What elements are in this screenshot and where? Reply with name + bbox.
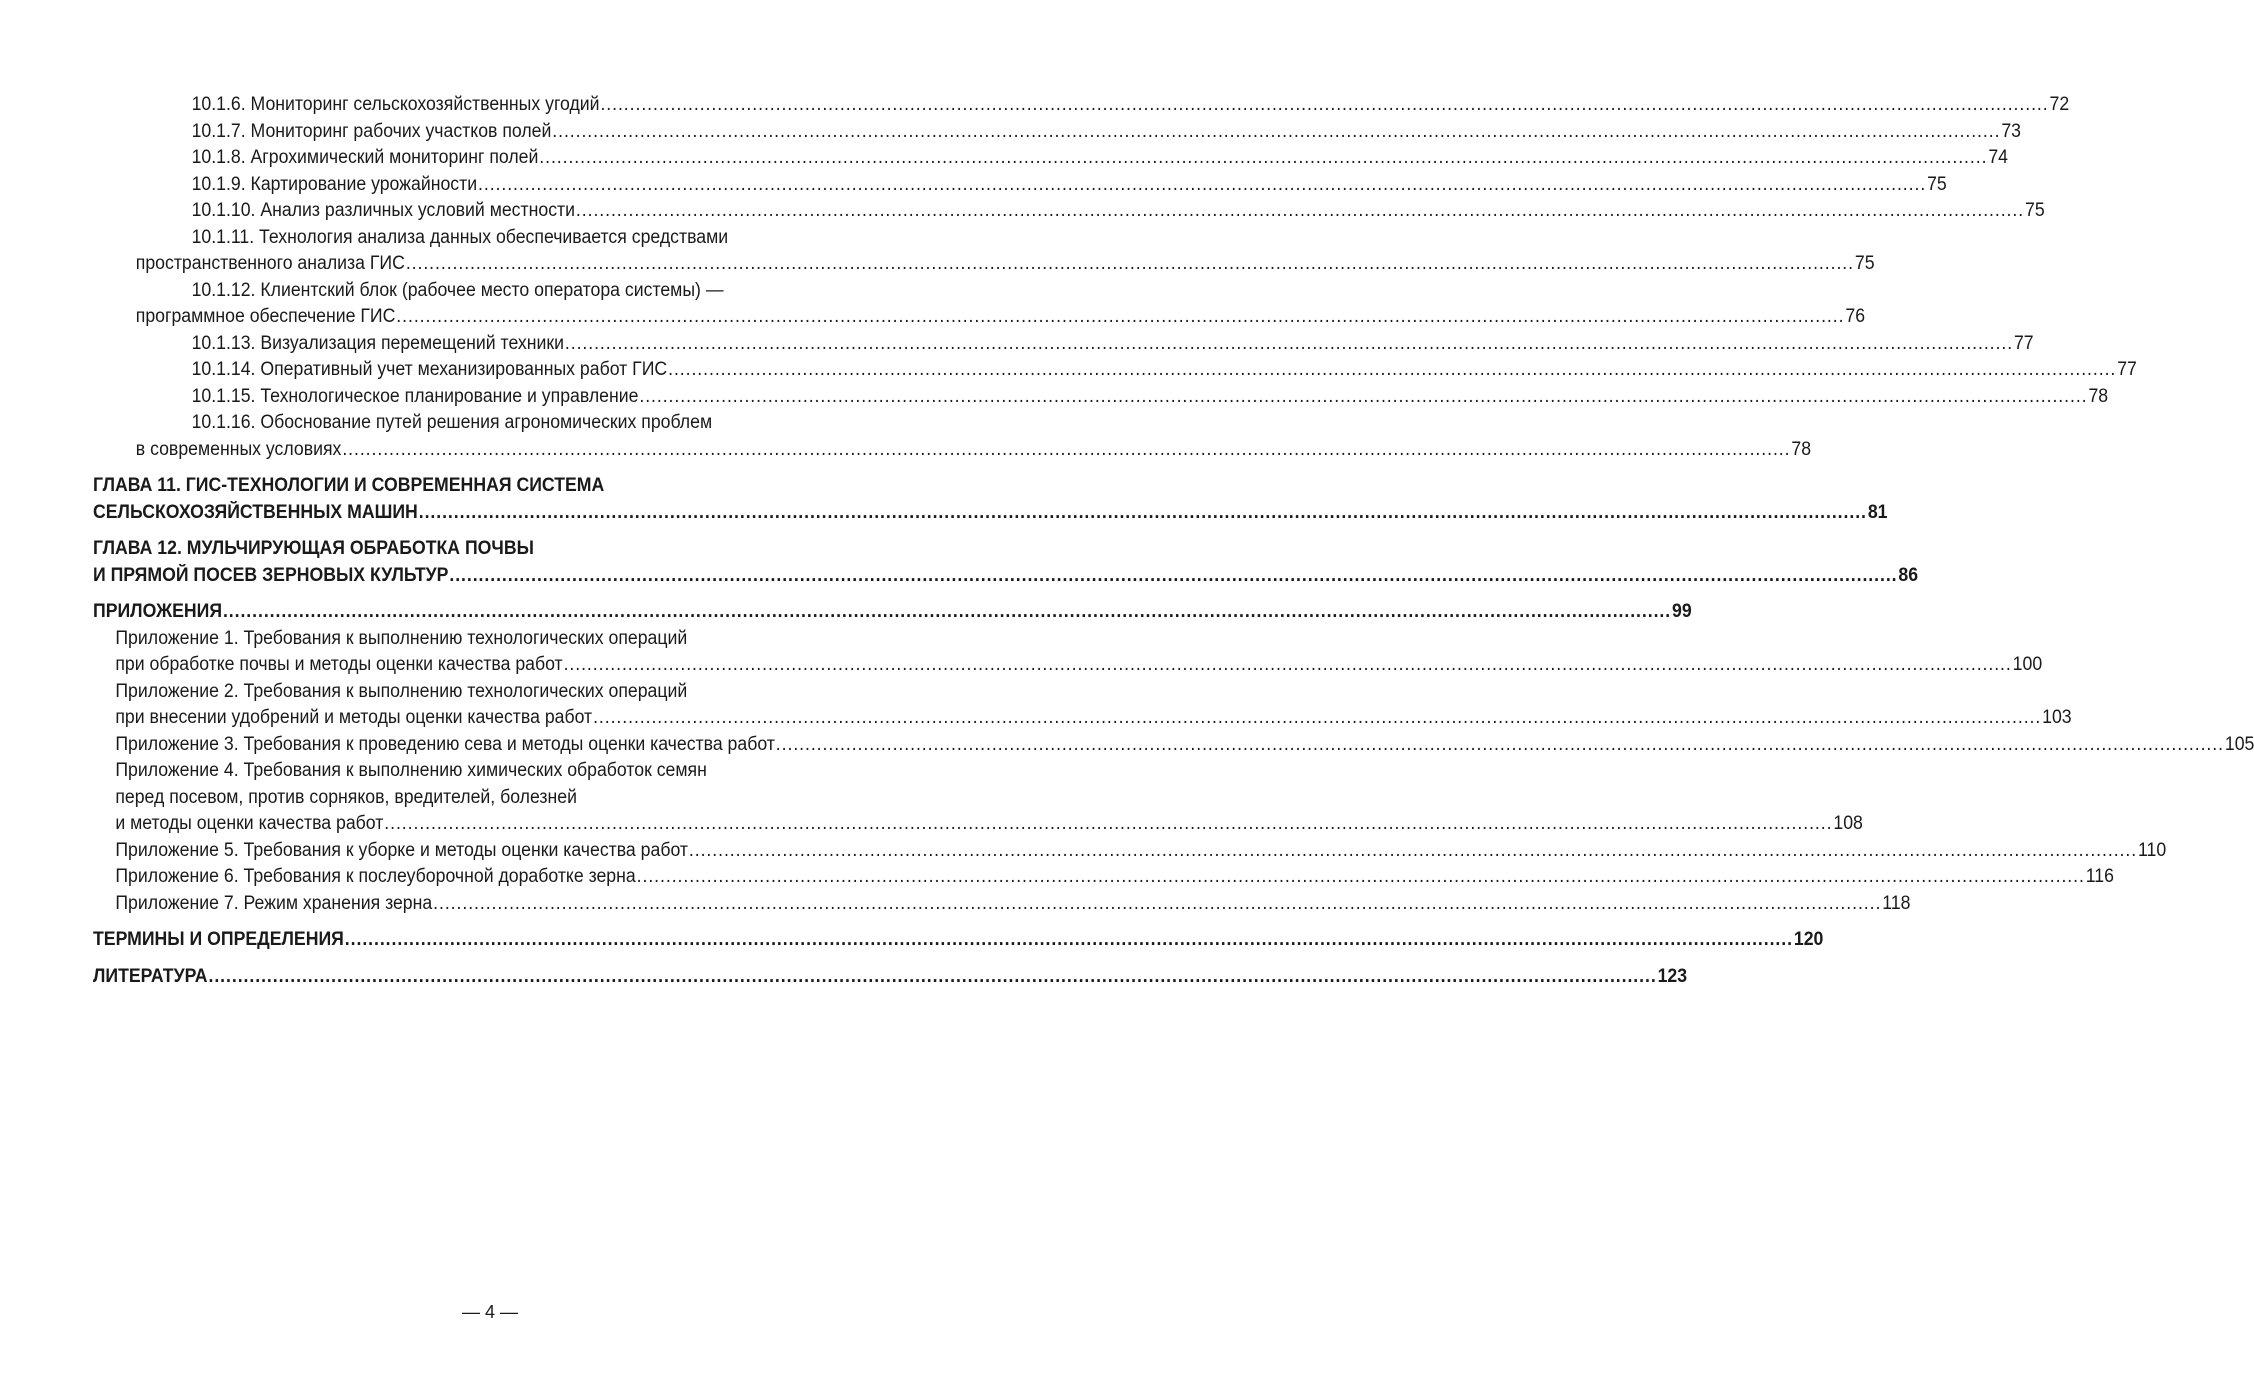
appendix-page: 103 — [2042, 707, 2072, 728]
appendix-title: Приложение 6. Требования к послеуборочной доработке зерна — [115, 866, 636, 887]
appendices-page: 99 — [1672, 601, 1692, 622]
toc-appendix-7[interactable] — [93, 891, 1911, 918]
chapter-title-line2: СЕЛЬСКОХОЗЯЙСТВЕННЫХ МАШИН — [93, 501, 418, 523]
dot-leader — [776, 732, 2224, 759]
toc-entry-title-line1: 10.1.12. Клиентский блок (рабочее место оператора системы) — — [191, 279, 724, 301]
dot-leader — [342, 437, 1790, 464]
dot-leader — [564, 652, 2012, 679]
toc-entry-10-1-16[interactable] — [93, 410, 1812, 463]
appendix-title-line2: при внесении удобрений и методы оценки качества работ — [115, 707, 593, 728]
toc-literature[interactable] — [93, 964, 1688, 991]
toc-entry-title-line2: пространственного анализа ГИС — [135, 253, 405, 274]
chapter-page: 81 — [1867, 501, 1888, 523]
dot-leader — [209, 964, 1657, 991]
toc-entry-10-1-7[interactable] — [93, 119, 2022, 146]
toc-entry-page: 76 — [1845, 306, 1866, 327]
dot-leader — [406, 251, 1854, 278]
toc-entry-title-line2: программное обеспечение ГИС — [135, 306, 396, 327]
appendix-title-line1: Приложение 1. Требования к выполнению технологических операций — [115, 627, 688, 649]
chapter-page: 86 — [1898, 564, 1919, 586]
toc-entry-page: 77 — [2013, 332, 2034, 354]
appendix-page: 110 — [2137, 839, 2167, 861]
appendix-page: 118 — [1882, 892, 1911, 914]
toc-appendix-1[interactable] — [93, 626, 2043, 679]
toc-entry-page: 72 — [2049, 94, 2070, 115]
toc-entry-page: 77 — [2117, 359, 2137, 380]
toc-entry-title: 10.1.9. Картирование урожайности — [191, 173, 478, 195]
appendix-title-line1: Приложение 4. Требования к выполнению химических обработок семян — [115, 760, 707, 781]
dot-leader — [668, 357, 2116, 384]
dot-leader — [539, 145, 1987, 172]
page-number: — 4 — — [461, 1302, 518, 1322]
dot-leader — [478, 172, 1926, 199]
dot-leader — [637, 864, 2085, 891]
toc-entry-title: 10.1.14. Оперативный учет механизированных работ ГИС — [191, 359, 668, 380]
toc-appendix-5[interactable] — [93, 838, 2167, 865]
dot-leader — [552, 119, 2000, 146]
terms-title: ТЕРМИНЫ И ОПРЕДЕЛЕНИЯ — [93, 929, 344, 950]
chapter-title-line1: ГЛАВА 11. ГИС-ТЕХНОЛОГИИ И СОВРЕМЕННАЯ СИСТЕМА — [93, 475, 605, 496]
toc-appendix-4[interactable] — [93, 758, 1863, 838]
toc-entry-title-line1: 10.1.16. Обоснование путей решения агрономических проблем — [191, 412, 713, 433]
toc-chapter-12[interactable] — [93, 536, 1919, 589]
toc-entry-page: 75 — [1927, 173, 1947, 195]
dot-leader — [576, 198, 2024, 225]
toc-entry-page: 78 — [1791, 438, 1812, 460]
appendix-title-line3: и методы оценки качества работ — [115, 813, 384, 834]
dot-leader — [600, 92, 2048, 119]
toc-entry-10-1-11[interactable] — [93, 225, 1875, 278]
appendix-title-line2: перед посевом, против сорняков, вредителей, болезней — [115, 786, 577, 808]
dot-leader — [419, 500, 1867, 527]
appendix-page: 100 — [2012, 654, 2043, 675]
appendix-title: Приложение 7. Режим хранения зерна — [115, 892, 433, 914]
toc-entry-page: 74 — [1988, 147, 2009, 168]
dot-leader — [396, 304, 1844, 331]
literature-title: ЛИТЕРАТУРА — [93, 965, 208, 987]
toc-terms[interactable] — [93, 927, 1824, 954]
toc-entry-title: 10.1.15. Технологическое планирование и управление — [191, 385, 639, 407]
toc-entry-page: 78 — [2088, 385, 2109, 407]
dot-leader — [223, 599, 1671, 626]
dot-leader — [593, 705, 2041, 732]
chapter-title-line2: И ПРЯМОЙ ПОСЕВ ЗЕРНОВЫХ КУЛЬТУР — [93, 564, 449, 586]
toc-appendices[interactable] — [93, 599, 1692, 626]
dot-leader — [639, 384, 2087, 411]
dot-leader — [449, 563, 1897, 590]
toc-entry-title-line2: в современных условиях — [135, 438, 342, 460]
toc-entry-page: 75 — [2025, 200, 2045, 221]
dot-leader — [689, 838, 2137, 865]
appendix-title: Приложение 5. Требования к уборке и методы оценки качества работ — [115, 839, 688, 861]
appendix-title-line1: Приложение 2. Требования к выполнению технологических операций — [115, 680, 688, 702]
toc-entry-title: 10.1.6. Мониторинг сельскохозяйственных угодий — [191, 94, 600, 115]
toc-entry-10-1-6[interactable] — [93, 92, 2070, 119]
dot-leader — [384, 811, 1832, 838]
appendix-page: 116 — [2085, 866, 2114, 887]
toc-appendix-6[interactable] — [93, 864, 2114, 891]
toc-entry-title: 10.1.10. Анализ различных условий местности — [191, 200, 576, 221]
appendix-title-line2: при обработке почвы и методы оценки качества работ — [115, 654, 563, 675]
table-of-contents — [93, 92, 2254, 990]
toc-entry-page: 73 — [2001, 120, 2022, 142]
appendix-page: 105 — [2224, 733, 2254, 755]
toc-entry-10-1-14[interactable] — [93, 357, 2137, 384]
toc-entry-10-1-9[interactable] — [93, 172, 1947, 199]
dot-leader — [345, 927, 1793, 954]
toc-entry-title-line1: 10.1.11. Технология анализа данных обеспечивается средствами — [191, 226, 729, 248]
dot-leader — [565, 331, 2013, 358]
toc-chapter-11[interactable] — [93, 473, 1888, 526]
toc-entry-10-1-10[interactable] — [93, 198, 2045, 225]
appendix-page: 108 — [1833, 813, 1863, 834]
toc-appendix-2[interactable] — [93, 679, 2072, 732]
toc-entry-page: 75 — [1854, 253, 1875, 274]
toc-entry-title: 10.1.7. Мониторинг рабочих участков полей — [191, 120, 552, 142]
toc-entry-title: 10.1.13. Визуализация перемещений техники — [191, 332, 564, 354]
toc-entry-10-1-13[interactable] — [93, 331, 2034, 358]
toc-entry-title: 10.1.8. Агрохимический мониторинг полей — [191, 147, 539, 168]
toc-appendix-3[interactable] — [93, 732, 2254, 759]
toc-entry-10-1-8[interactable] — [93, 145, 2009, 172]
chapter-title-line1: ГЛАВА 12. МУЛЬЧИРУЮЩАЯ ОБРАБОТКА ПОЧВЫ — [93, 538, 534, 559]
appendices-title: ПРИЛОЖЕНИЯ — [93, 601, 223, 622]
dot-leader — [433, 891, 1881, 918]
appendix-title: Приложение 3. Требования к проведению сева и методы оценки качества работ — [115, 733, 775, 755]
toc-entry-10-1-12[interactable] — [93, 278, 1866, 331]
literature-page: 123 — [1657, 965, 1688, 987]
toc-entry-10-1-15[interactable] — [93, 384, 2109, 411]
terms-page: 120 — [1793, 929, 1824, 950]
